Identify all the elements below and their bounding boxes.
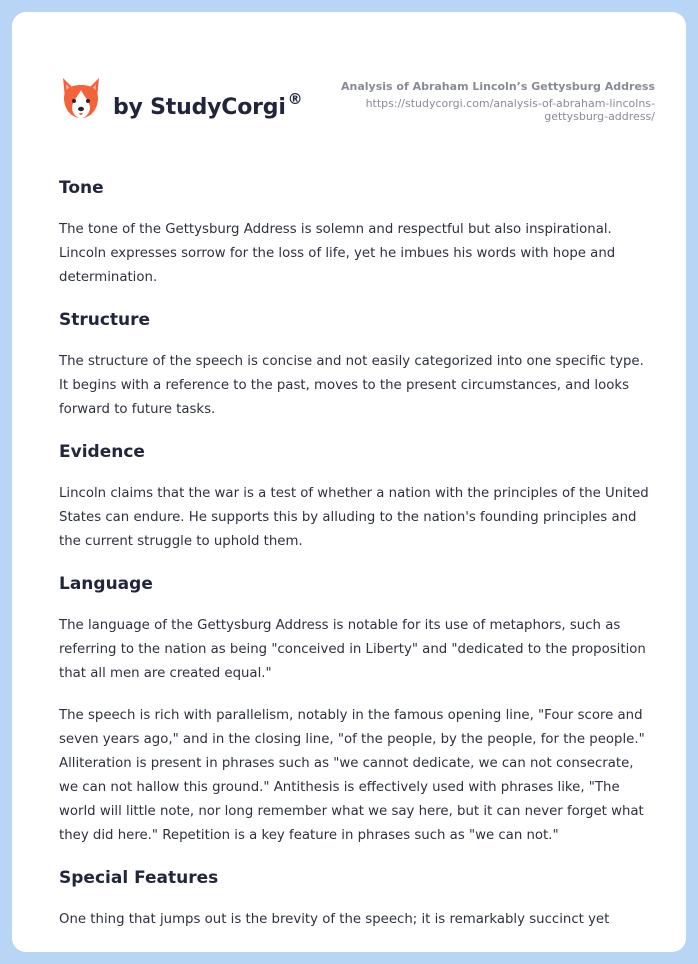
section-heading-evidence: Evidence bbox=[59, 442, 145, 462]
corgi-icon bbox=[60, 76, 102, 122]
paragraph: The language of the Gettysburg Address is notable for its use of metaphors, such as referring to the nation as being "conceived in Liberty" and "dedicated to the proposition that all men are created equal." bbox=[59, 618, 646, 681]
paragraph: Lincoln claims that the war is a test of whether a nation with the principles of the United States can endure. He supports this by alluding to the nation's founding principles and the current struggle to uphold them. bbox=[59, 486, 649, 549]
document-url[interactable]: https://studycorgi.com/analysis-of-abraham-lincolns-gettysburg-address/ bbox=[365, 97, 655, 123]
document-title: Analysis of Abraham Lincoln’s Gettysburg Address bbox=[341, 80, 655, 93]
registered-mark: ® bbox=[287, 90, 303, 108]
brand-name[interactable] bbox=[113, 90, 303, 120]
section-heading-tone: Tone bbox=[59, 178, 104, 198]
document-meta bbox=[325, 80, 655, 123]
paragraph: The structure of the speech is concise and not easily categorized into one specific type. It begins with a reference to the past, moves to the present circumstances, and looks forward to future tasks. bbox=[59, 354, 644, 417]
paragraph: The tone of the Gettysburg Address is solemn and respectful but also inspirational. Lincoln expresses sorrow for the loss of life, yet he imbues his words with hope and determination. bbox=[59, 222, 616, 285]
article-content bbox=[59, 176, 654, 932]
section-heading-language: Language bbox=[59, 574, 153, 594]
paragraph: One thing that jumps out is the brevity of the speech; it is remarkably succinct yet bbox=[59, 912, 610, 927]
studycorgi-logo[interactable] bbox=[60, 76, 102, 122]
brand-text: by StudyCorgi bbox=[113, 95, 286, 120]
paragraph: The speech is rich with parallelism, notably in the famous opening line, "Four score and seven years ago," and in the closing line, "of the people, by the people, for the people." Alliteration is present in phrases such as "we cannot dedicate, we can not consecrate, we can not hallow this ground." Antithesis is effectively used with phrases like, "The world will little note, nor long remember what we say here, but it can never forget what they did here." Repetition is a key feature in phrases such as "we can not." bbox=[59, 708, 645, 843]
section-heading-structure: Structure bbox=[59, 310, 151, 330]
section-heading-special-features: Special Features bbox=[59, 868, 219, 888]
document-page bbox=[12, 12, 686, 952]
